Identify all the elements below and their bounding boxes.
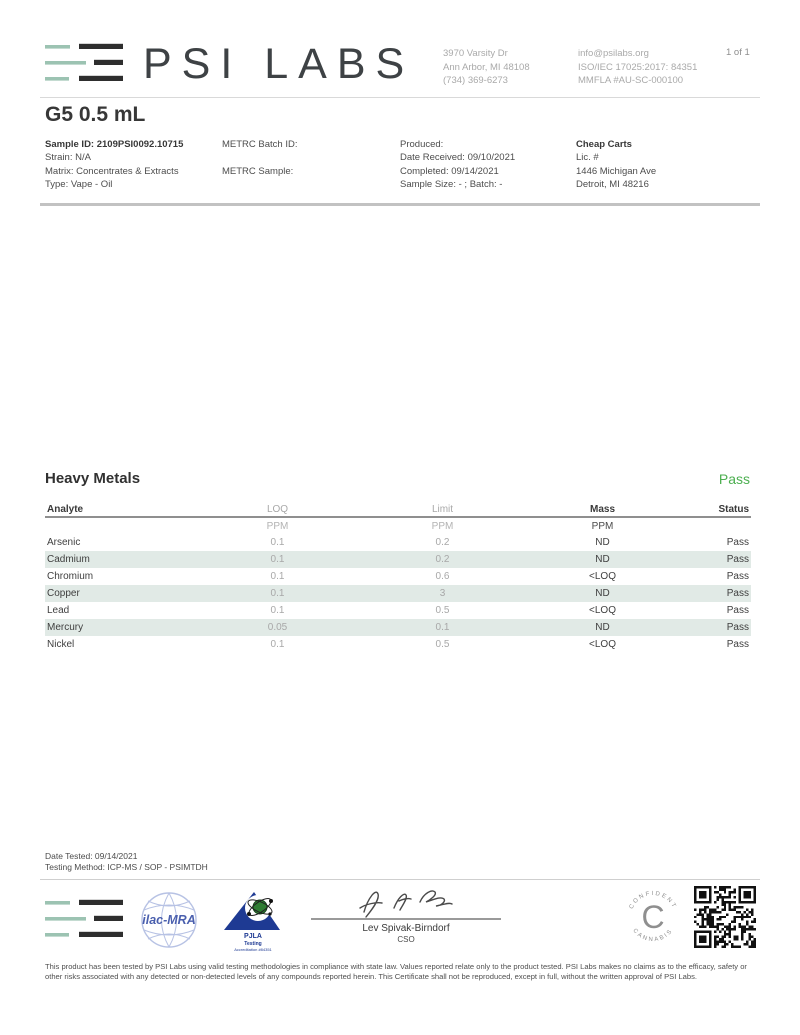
limit-cell: 0.2 bbox=[435, 554, 450, 565]
section-divider bbox=[40, 203, 760, 206]
client-details bbox=[576, 138, 656, 192]
legal-disclaimer: This product has been tested by PSI Labs using valid testing methodologies in compliance with state law. Values reported relate only to the product tested. PSI Labs makes no claims as to the efficacy, safety or other risks associated with any detected or non-detected levels of any compounds reported herein. This Certificate shall not be reproduced, except in full, without the written approval of PSI Labs. bbox=[45, 962, 747, 981]
units-mass: PPM bbox=[591, 520, 614, 532]
loq-cell: 0.1 bbox=[270, 588, 285, 599]
metrc-sample: METRC Sample: bbox=[222, 165, 294, 177]
completed: Completed: 09/14/2021 bbox=[400, 165, 499, 177]
produced: Produced: bbox=[400, 139, 444, 150]
section-status-badge: Pass bbox=[718, 471, 750, 487]
cc-letter: C bbox=[641, 899, 665, 935]
status-cell: Pass bbox=[726, 588, 749, 599]
credential-line: info@psilabs.org bbox=[578, 48, 649, 59]
loq-cell: 0.1 bbox=[270, 537, 285, 548]
credential-line: MMFLA #AU-SC-000100 bbox=[578, 75, 684, 86]
analyte-cell: Cadmium bbox=[47, 554, 90, 565]
ilac-mra-accreditation-icon bbox=[138, 888, 200, 952]
mass-cell: ND bbox=[595, 588, 610, 599]
mass-cell: <LOQ bbox=[589, 605, 616, 616]
qr-code bbox=[694, 886, 756, 948]
loq-cell: 0.1 bbox=[270, 605, 285, 616]
header-divider bbox=[40, 97, 760, 98]
loq-cell: 0.1 bbox=[270, 554, 285, 565]
test-details bbox=[45, 851, 208, 873]
sample-id: Sample ID: 2109PSI0092.10715 bbox=[45, 139, 184, 150]
col-header-mass: Mass bbox=[589, 504, 615, 515]
dates-details bbox=[400, 138, 515, 192]
brand-name: PSI LABS bbox=[143, 40, 415, 88]
signature-line bbox=[311, 918, 501, 920]
mass-cell: ND bbox=[595, 622, 610, 633]
analyte-cell: Copper bbox=[47, 588, 80, 599]
page-number: 1 of 1 bbox=[726, 47, 750, 58]
signer-name: Lev Spivak-Birndorf bbox=[362, 923, 450, 934]
signature-icon bbox=[346, 886, 466, 918]
signer-title: CSO bbox=[397, 935, 415, 944]
status-cell: Pass bbox=[726, 537, 749, 548]
client-city: Detroit, MI 48216 bbox=[576, 179, 649, 191]
table-row bbox=[45, 551, 751, 568]
status-cell: Pass bbox=[726, 622, 749, 633]
loq-cell: 0.1 bbox=[270, 571, 285, 582]
analyte-cell: Mercury bbox=[47, 622, 84, 633]
client-street: 1446 Michigan Ave bbox=[576, 165, 657, 177]
address-line: (734) 369-6273 bbox=[443, 75, 508, 86]
mass-cell: <LOQ bbox=[589, 571, 616, 582]
sample-details bbox=[45, 138, 183, 192]
limit-cell: 0.6 bbox=[435, 571, 450, 582]
mass-cell: ND bbox=[595, 554, 610, 565]
status-cell: Pass bbox=[726, 571, 749, 582]
date-received: Date Received: 09/10/2021 bbox=[400, 152, 516, 164]
analyte-cell: Lead bbox=[47, 605, 70, 616]
limit-cell: 0.2 bbox=[435, 537, 450, 548]
units-loq: PPM bbox=[266, 520, 289, 532]
table-header-row bbox=[45, 503, 751, 518]
table-row bbox=[45, 534, 751, 551]
table-row bbox=[45, 585, 751, 602]
pjla-testing-label: Testing bbox=[244, 941, 262, 947]
psi-labs-logo-icon bbox=[45, 42, 125, 86]
lab-credentials bbox=[578, 47, 697, 88]
loq-cell: 0.1 bbox=[270, 639, 285, 650]
testing-method: Testing Method: ICP-MS / SOP - PSIMTDH bbox=[45, 862, 208, 872]
mass-cell: <LOQ bbox=[589, 639, 616, 650]
confident-cannabis-logo-icon bbox=[622, 886, 684, 948]
status-cell: Pass bbox=[726, 605, 749, 616]
col-header-limit: Limit bbox=[431, 504, 454, 515]
address-line: 3970 Varsity Dr bbox=[443, 48, 508, 59]
mass-cell: ND bbox=[595, 537, 610, 548]
footer-divider bbox=[40, 879, 760, 880]
col-header-loq: LOQ bbox=[266, 504, 289, 515]
table-row bbox=[45, 636, 751, 653]
client-license: Lic. # bbox=[576, 152, 599, 164]
sample-title: G5 0.5 mL bbox=[45, 103, 146, 126]
cannabis-text: CANNABIS bbox=[631, 927, 675, 944]
loq-cell: 0.05 bbox=[267, 622, 288, 633]
pjla-accreditation-icon bbox=[216, 886, 288, 958]
client-name: Cheap Carts bbox=[576, 139, 632, 150]
col-header-status: Status bbox=[718, 504, 749, 515]
analyte-cell: Arsenic bbox=[47, 537, 81, 548]
status-cell: Pass bbox=[726, 554, 749, 565]
matrix: Matrix: Concentrates & Extracts bbox=[45, 165, 179, 177]
sample-size-batch: Sample Size: - ; Batch: - bbox=[400, 179, 503, 191]
limit-cell: 0.1 bbox=[435, 622, 450, 633]
units-limit: PPM bbox=[431, 520, 454, 532]
confident-text: CONFIDENT bbox=[628, 890, 678, 911]
credential-line: ISO/IEC 17025:2017: 84351 bbox=[578, 61, 698, 73]
type: Type: Vape - Oil bbox=[45, 179, 113, 191]
limit-cell: 3 bbox=[439, 588, 446, 599]
psi-labs-logo-small-icon bbox=[45, 898, 125, 942]
svg-text:ilac-MRA: ilac-MRA bbox=[142, 913, 196, 927]
table-row bbox=[45, 568, 751, 585]
pjla-accreditation-label: Accreditation #84351 bbox=[234, 947, 272, 952]
table-row bbox=[45, 602, 751, 619]
heavy-metals-table bbox=[45, 503, 751, 653]
analyte-cell: Chromium bbox=[47, 571, 94, 582]
spacer-line bbox=[222, 151, 298, 164]
strain: Strain: N/A bbox=[45, 152, 91, 164]
limit-cell: 0.5 bbox=[435, 605, 450, 616]
pjla-label: PJLA bbox=[244, 933, 262, 940]
table-units-row bbox=[45, 518, 751, 534]
signature-block bbox=[308, 886, 504, 944]
address-line: Ann Arbor, MI 48108 bbox=[443, 61, 530, 73]
metrc-batch-id: METRC Batch ID: bbox=[222, 139, 298, 150]
lab-address bbox=[443, 47, 530, 88]
col-header-analyte: Analyte bbox=[47, 504, 84, 515]
analyte-cell: Nickel bbox=[47, 639, 75, 650]
date-tested: Date Tested: 09/14/2021 bbox=[45, 851, 138, 861]
table-row bbox=[45, 619, 751, 636]
metrc-details bbox=[222, 138, 298, 178]
status-cell: Pass bbox=[726, 639, 749, 650]
section-title: Heavy Metals bbox=[45, 470, 141, 487]
limit-cell: 0.5 bbox=[435, 639, 450, 650]
